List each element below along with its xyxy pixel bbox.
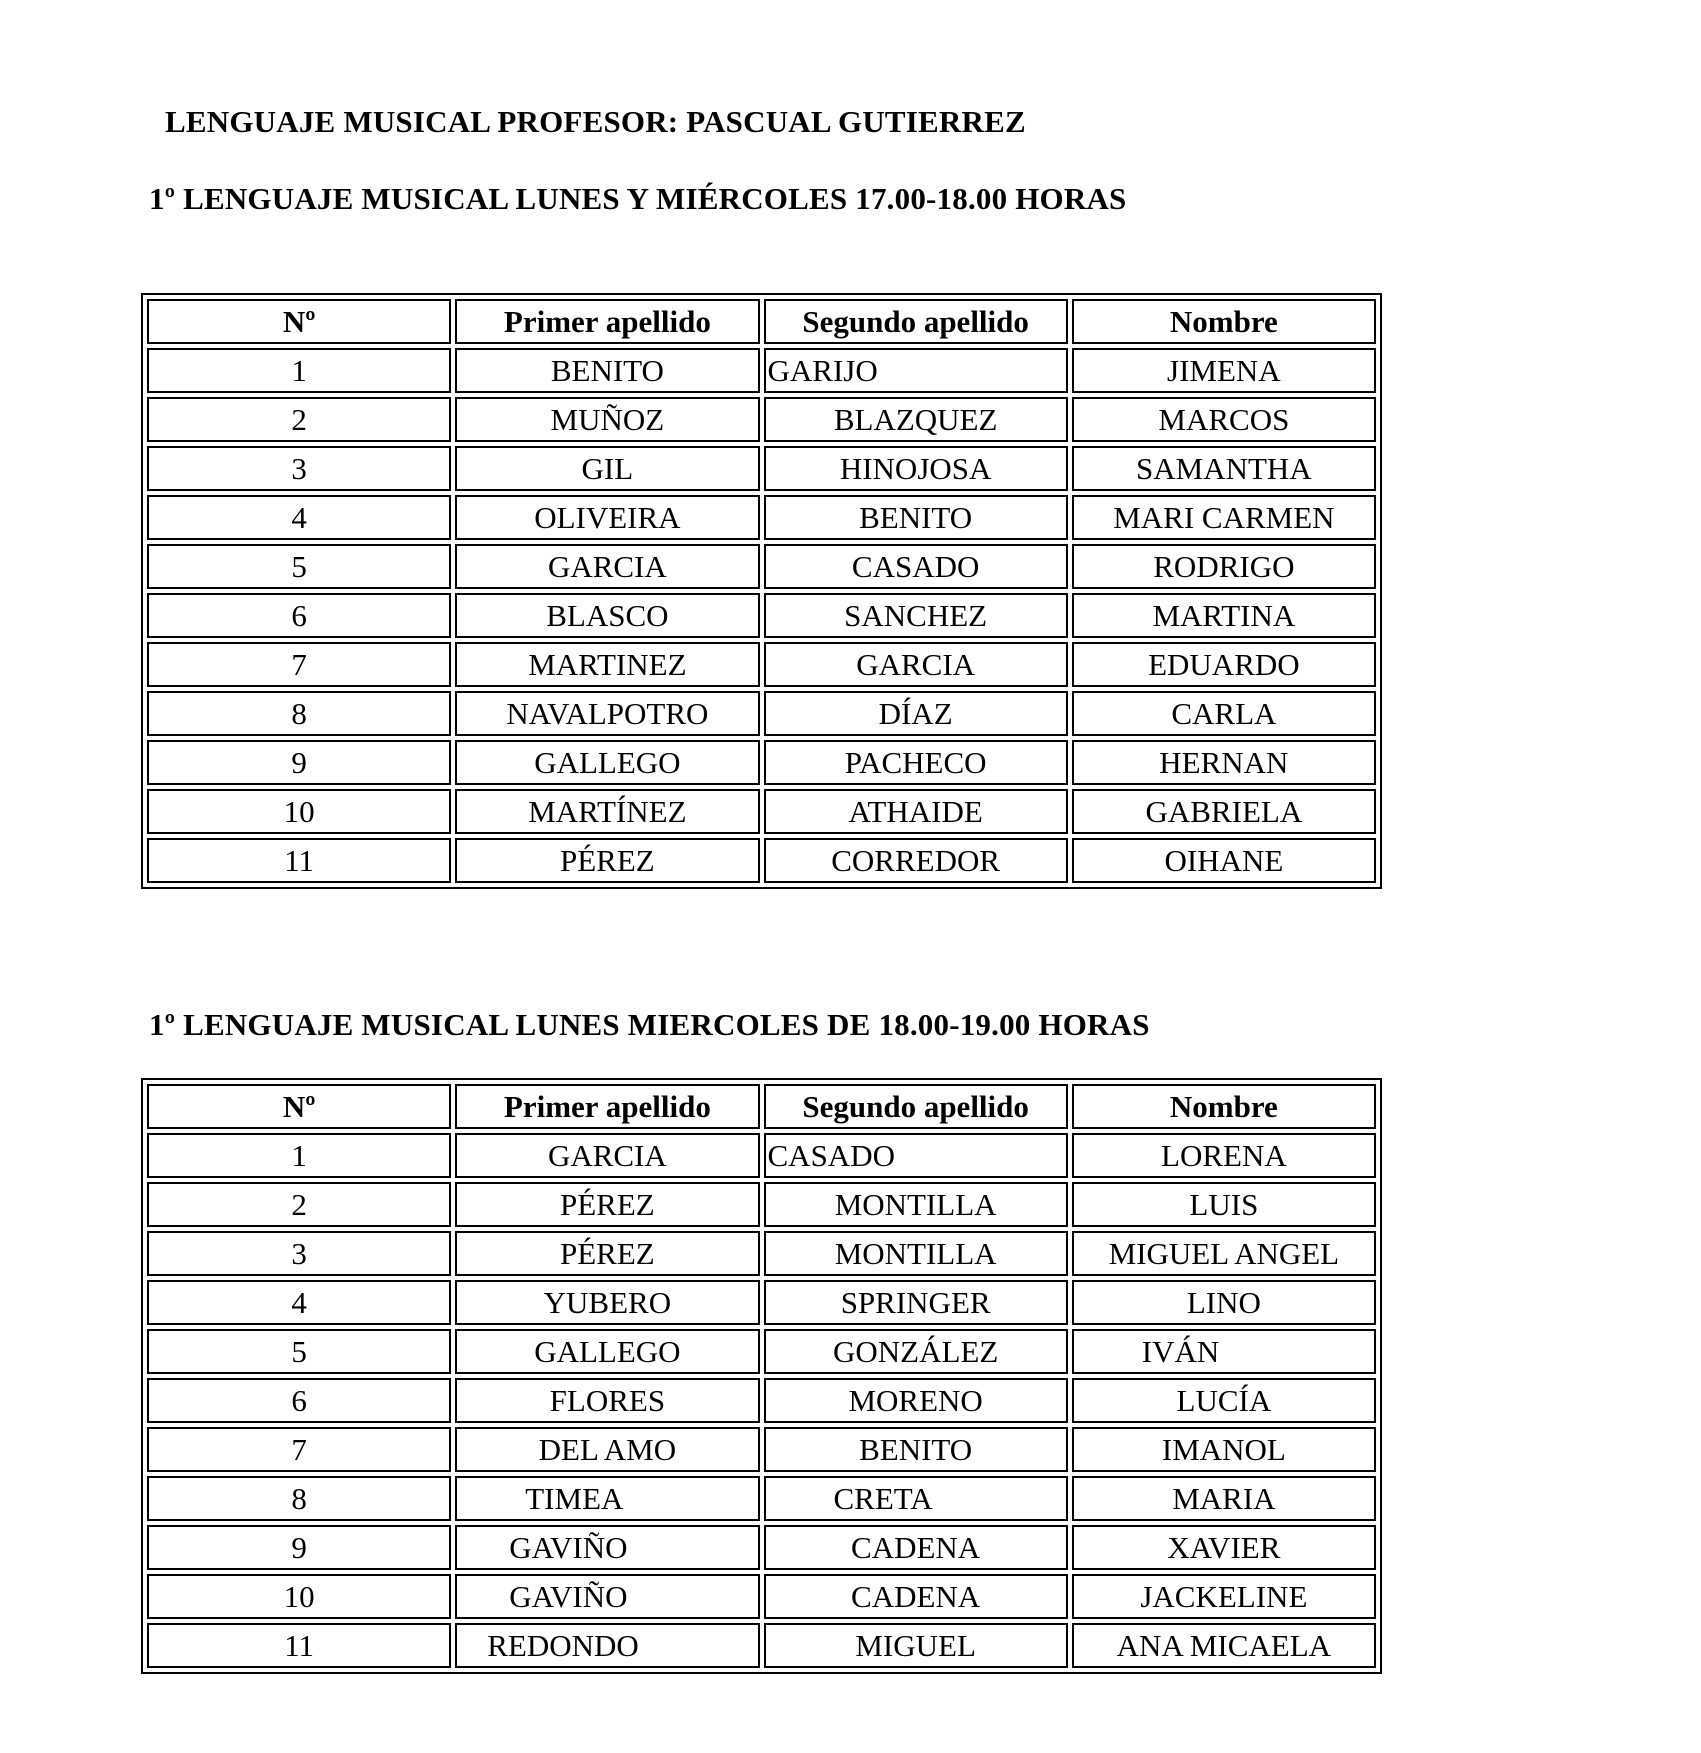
cell-number: 9 [147, 1525, 451, 1570]
table-row [147, 446, 1376, 491]
cell-second-surname: GONZÁLEZ [764, 1329, 1068, 1374]
cell-name: LORENA [1072, 1133, 1376, 1178]
table-row [147, 1133, 1376, 1178]
table-row [147, 1329, 1376, 1374]
cell-first-surname: GALLEGO [455, 1329, 759, 1374]
table-row [147, 789, 1376, 834]
cell-name: LUCÍA [1072, 1378, 1376, 1423]
cell-name: LINO [1072, 1280, 1376, 1325]
table-header-row [147, 299, 1376, 344]
cell-second-surname: DÍAZ [764, 691, 1068, 736]
column-header-number: Nº [147, 1084, 451, 1129]
cell-first-surname: PÉREZ [455, 1182, 759, 1227]
table-row [147, 1427, 1376, 1472]
table-row [147, 1280, 1376, 1325]
table-row [147, 838, 1376, 883]
table-row [147, 1231, 1376, 1276]
cell-number: 6 [147, 593, 451, 638]
cell-second-surname: MONTILLA [764, 1231, 1068, 1276]
table-row [147, 1623, 1376, 1668]
cell-second-surname: BENITO [764, 495, 1068, 540]
cell-number: 1 [147, 1133, 451, 1178]
cell-name: HERNAN [1072, 740, 1376, 785]
cell-second-surname: ATHAIDE [764, 789, 1068, 834]
cell-first-surname: PÉREZ [455, 838, 759, 883]
cell-number: 10 [147, 789, 451, 834]
cell-second-surname: GARCIA [764, 642, 1068, 687]
cell-first-surname: OLIVEIRA [455, 495, 759, 540]
cell-name: IVÁN [1072, 1329, 1376, 1374]
section-heading-1: 1º LENGUAJE MUSICAL LUNES Y MIÉRCOLES 17.00-18.00 HORAS [149, 181, 1127, 216]
column-header-name: Nombre [1072, 299, 1376, 344]
cell-second-surname: PACHECO [764, 740, 1068, 785]
cell-second-surname: CASADO [764, 544, 1068, 589]
cell-number: 2 [147, 397, 451, 442]
cell-name: MARI CARMEN [1072, 495, 1376, 540]
table-row [147, 348, 1376, 393]
cell-second-surname: SPRINGER [764, 1280, 1068, 1325]
cell-number: 2 [147, 1182, 451, 1227]
cell-name: GABRIELA [1072, 789, 1376, 834]
cell-number: 11 [147, 1623, 451, 1668]
column-header-first-surname: Primer apellido [455, 299, 759, 344]
cell-second-surname: CASADO [764, 1133, 1068, 1178]
cell-first-surname: BENITO [455, 348, 759, 393]
cell-name: MARIA [1072, 1476, 1376, 1521]
cell-number: 3 [147, 1231, 451, 1276]
cell-number: 4 [147, 1280, 451, 1325]
cell-second-surname: BENITO [764, 1427, 1068, 1472]
column-header-name: Nombre [1072, 1084, 1376, 1129]
cell-number: 6 [147, 1378, 451, 1423]
cell-number: 11 [147, 838, 451, 883]
cell-second-surname: GARIJO [764, 348, 1068, 393]
cell-first-surname: DEL AMO [455, 1427, 759, 1472]
cell-second-surname: BLAZQUEZ [764, 397, 1068, 442]
table-row [147, 740, 1376, 785]
student-table-2 [141, 1078, 1382, 1674]
cell-name: EDUARDO [1072, 642, 1376, 687]
cell-first-surname: GALLEGO [455, 740, 759, 785]
cell-name: XAVIER [1072, 1525, 1376, 1570]
cell-first-surname: NAVALPOTRO [455, 691, 759, 736]
table-row [147, 495, 1376, 540]
cell-name: IMANOL [1072, 1427, 1376, 1472]
cell-first-surname: MARTÍNEZ [455, 789, 759, 834]
column-header-second-surname: Segundo apellido [764, 1084, 1068, 1129]
table-row [147, 1378, 1376, 1423]
cell-name: CARLA [1072, 691, 1376, 736]
cell-number: 8 [147, 1476, 451, 1521]
table-row [147, 397, 1376, 442]
column-header-first-surname: Primer apellido [455, 1084, 759, 1129]
cell-second-surname: MORENO [764, 1378, 1068, 1423]
cell-name: ANA MICAELA [1072, 1623, 1376, 1668]
cell-name: SAMANTHA [1072, 446, 1376, 491]
cell-number: 1 [147, 348, 451, 393]
table-row [147, 593, 1376, 638]
table-row [147, 1574, 1376, 1619]
cell-number: 7 [147, 1427, 451, 1472]
cell-first-surname: GARCIA [455, 544, 759, 589]
cell-first-surname: MARTINEZ [455, 642, 759, 687]
table-row [147, 544, 1376, 589]
cell-first-surname: TIMEA [455, 1476, 759, 1521]
cell-second-surname: HINOJOSA [764, 446, 1068, 491]
cell-name: LUIS [1072, 1182, 1376, 1227]
cell-name: MIGUEL ANGEL [1072, 1231, 1376, 1276]
cell-number: 7 [147, 642, 451, 687]
cell-name: JACKELINE [1072, 1574, 1376, 1619]
cell-number: 10 [147, 1574, 451, 1619]
column-header-number: Nº [147, 299, 451, 344]
cell-number: 5 [147, 1329, 451, 1374]
cell-first-surname: PÉREZ [455, 1231, 759, 1276]
cell-second-surname: MIGUEL [764, 1623, 1068, 1668]
cell-first-surname: GAVIÑO [455, 1574, 759, 1619]
cell-second-surname: SANCHEZ [764, 593, 1068, 638]
cell-number: 8 [147, 691, 451, 736]
cell-number: 5 [147, 544, 451, 589]
cell-number: 3 [147, 446, 451, 491]
cell-name: RODRIGO [1072, 544, 1376, 589]
cell-first-surname: GARCIA [455, 1133, 759, 1178]
cell-first-surname: GAVIÑO [455, 1525, 759, 1570]
table-row [147, 1525, 1376, 1570]
cell-second-surname: CORREDOR [764, 838, 1068, 883]
cell-second-surname: MONTILLA [764, 1182, 1068, 1227]
cell-first-surname: BLASCO [455, 593, 759, 638]
cell-first-surname: MUÑOZ [455, 397, 759, 442]
cell-first-surname: FLORES [455, 1378, 759, 1423]
cell-second-surname: CADENA [764, 1525, 1068, 1570]
table-header-row [147, 1084, 1376, 1129]
table-row [147, 1476, 1376, 1521]
student-table-1 [141, 293, 1382, 889]
cell-name: JIMENA [1072, 348, 1376, 393]
table-row [147, 691, 1376, 736]
cell-name: MARCOS [1072, 397, 1376, 442]
section-heading-2: 1º LENGUAJE MUSICAL LUNES MIERCOLES DE 18.00-19.00 HORAS [149, 1007, 1150, 1042]
column-header-second-surname: Segundo apellido [764, 299, 1068, 344]
page-title: LENGUAJE MUSICAL PROFESOR: PASCUAL GUTIERREZ [165, 104, 1026, 139]
cell-first-surname: YUBERO [455, 1280, 759, 1325]
cell-name: OIHANE [1072, 838, 1376, 883]
table-row [147, 642, 1376, 687]
cell-first-surname: REDONDO [455, 1623, 759, 1668]
cell-number: 4 [147, 495, 451, 540]
cell-name: MARTINA [1072, 593, 1376, 638]
cell-first-surname: GIL [455, 446, 759, 491]
cell-number: 9 [147, 740, 451, 785]
cell-second-surname: CRETA [764, 1476, 1068, 1521]
cell-second-surname: CADENA [764, 1574, 1068, 1619]
table-row [147, 1182, 1376, 1227]
